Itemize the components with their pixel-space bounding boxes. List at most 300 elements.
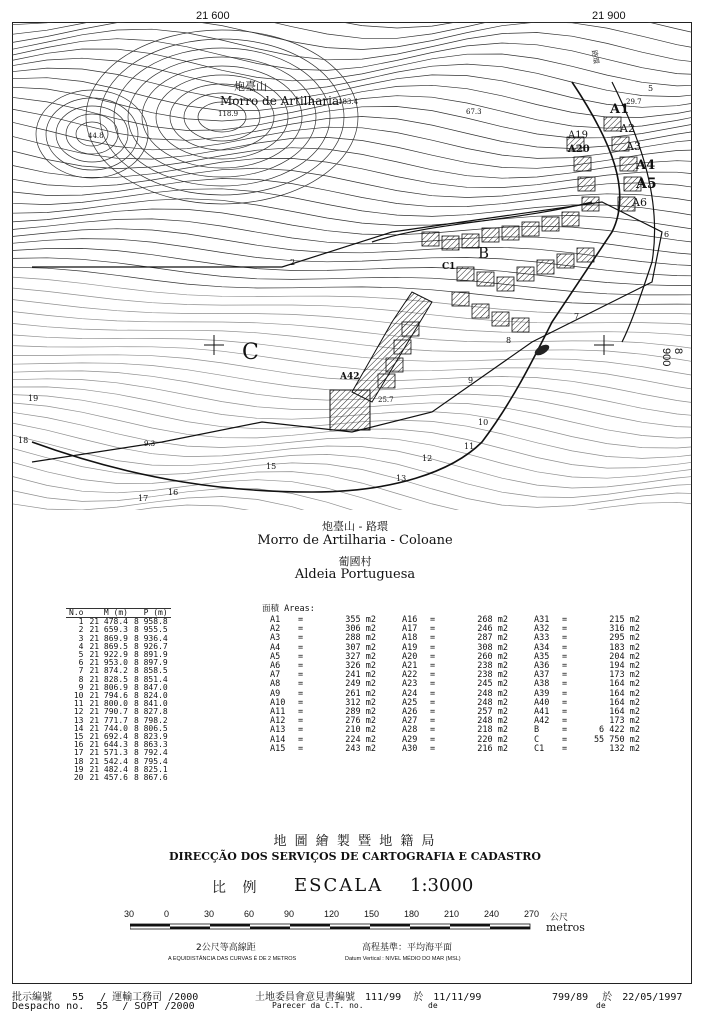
contour-line bbox=[12, 22, 692, 51]
area-row bbox=[402, 745, 508, 754]
contour-line bbox=[12, 312, 692, 352]
scale-segment bbox=[130, 924, 170, 927]
elevation-183: 183.4 bbox=[338, 98, 359, 106]
area-value: 224 m2 bbox=[345, 734, 376, 745]
coord-cell: 21 744.0 bbox=[89, 723, 128, 733]
area-lot: A25 bbox=[402, 697, 418, 708]
dispatch-label-cn: 批示編號 bbox=[12, 992, 52, 1003]
coord-cell: 8 891.9 bbox=[133, 650, 168, 660]
point-16: 16 bbox=[168, 488, 179, 497]
area-row bbox=[270, 745, 376, 754]
coord-cell: 18 bbox=[73, 756, 84, 766]
coord-cell: 21 542.4 bbox=[89, 756, 128, 766]
scale-segment bbox=[490, 927, 530, 930]
area-lot: A11 bbox=[270, 707, 286, 718]
hill-label-pt: Morro de Artilharia bbox=[220, 94, 340, 108]
area-equals: = bbox=[298, 624, 304, 635]
area-equals: = bbox=[298, 743, 304, 754]
area-equals: = bbox=[430, 725, 436, 736]
area-value: 248 m2 bbox=[477, 688, 508, 699]
area-value: 287 m2 bbox=[477, 633, 508, 644]
coord-cell: 8 936.4 bbox=[133, 633, 168, 643]
area-lot: A37 bbox=[534, 670, 550, 681]
area-value: 257 m2 bbox=[477, 707, 508, 718]
scale-segment bbox=[210, 924, 250, 927]
area-equals: = bbox=[430, 716, 436, 727]
coordinates-table bbox=[66, 608, 171, 782]
areas-column-1 bbox=[270, 616, 376, 754]
area-equals: = bbox=[562, 624, 568, 635]
area-equals: = bbox=[562, 651, 568, 662]
building-lot bbox=[604, 117, 621, 131]
point-6: 6 bbox=[664, 230, 670, 239]
scale-tick: 60 bbox=[244, 909, 255, 919]
topographic-map bbox=[12, 22, 692, 510]
elevation-25: 25.7 bbox=[378, 396, 394, 404]
coord-cell: 4 bbox=[78, 641, 84, 651]
opinion-at-cn: 於 bbox=[413, 992, 424, 1003]
building-lot bbox=[502, 226, 519, 240]
coord-cell: 9 bbox=[78, 682, 84, 692]
area-lot: A40 bbox=[534, 697, 550, 708]
scale-segment bbox=[290, 924, 330, 927]
coord-cell: 20 bbox=[73, 773, 84, 783]
coord-cell: 21 771.7 bbox=[89, 715, 128, 725]
coord-cell: 21 953.0 bbox=[89, 658, 128, 668]
area-equals: = bbox=[298, 651, 304, 662]
area-value: 243 m2 bbox=[345, 743, 376, 754]
grid-label-x-left: 21 600 bbox=[196, 10, 230, 22]
coord-cell: 15 bbox=[73, 732, 84, 742]
area-lot: A18 bbox=[402, 633, 418, 644]
point-2: 2 bbox=[290, 258, 296, 267]
coord-cell: 12 bbox=[73, 707, 84, 717]
lot-c1-label: C1 bbox=[442, 262, 456, 272]
area-equals: = bbox=[298, 615, 304, 625]
area-equals: = bbox=[430, 633, 436, 644]
building-lot bbox=[542, 217, 559, 231]
datum-pt: Datum Vertical : NIVEL MÉDIO DO MAR (MSL) bbox=[345, 956, 461, 962]
coord-cell: 8 841.0 bbox=[133, 699, 168, 709]
scale-tick: 270 bbox=[524, 909, 540, 919]
area-lot: A1 bbox=[270, 615, 281, 625]
area-equals: = bbox=[430, 697, 436, 708]
area-value: 194 m2 bbox=[609, 661, 640, 672]
area-lot: B bbox=[534, 725, 540, 736]
area-lot: C bbox=[534, 734, 540, 745]
area-value: 173 m2 bbox=[609, 670, 640, 681]
coord-cell: 6 bbox=[78, 658, 84, 668]
opinion-label-cn: 土地委員會意見書編號 bbox=[255, 992, 355, 1003]
agency-pt: DIRECÇÃO DOS SERVIÇOS DE CARTOGRAFIA E CADASTRO bbox=[168, 850, 541, 863]
area-lot: A17 bbox=[402, 624, 418, 635]
area-equals: = bbox=[298, 670, 304, 681]
scale-tick: 0 bbox=[164, 909, 170, 919]
area-value: 327 m2 bbox=[345, 651, 376, 662]
scale-ratio: 1:3000 bbox=[410, 875, 474, 896]
building-lot bbox=[517, 267, 534, 281]
point-18: 18 bbox=[18, 436, 29, 445]
agency-cn: 地 圖 繪 製 暨 地 籍 局 bbox=[273, 834, 437, 849]
area-value: 183 m2 bbox=[609, 642, 640, 653]
area-value: 306 m2 bbox=[345, 624, 376, 635]
subtitle-pt: Aldeia Portuguesa bbox=[294, 567, 416, 582]
area-value: 248 m2 bbox=[477, 716, 508, 727]
scale-segment bbox=[170, 927, 210, 930]
building-lot bbox=[574, 157, 591, 171]
contour-map-svg bbox=[12, 22, 692, 510]
area-lot: A22 bbox=[402, 670, 418, 681]
contour-line bbox=[12, 277, 692, 315]
point-13: 13 bbox=[396, 474, 407, 483]
point-17: 17 bbox=[138, 494, 149, 503]
coord-cell: 8 823.9 bbox=[133, 732, 168, 742]
area-lot: A5 bbox=[270, 651, 281, 662]
area-lot: A21 bbox=[402, 661, 418, 672]
area-value: 249 m2 bbox=[345, 679, 376, 690]
coord-cell: 8 795.4 bbox=[133, 756, 168, 766]
coord-cell: 21 869.5 bbox=[89, 641, 128, 651]
coord-cell: 21 794.6 bbox=[89, 691, 128, 701]
area-equals: = bbox=[562, 734, 568, 745]
area-lot: A38 bbox=[534, 679, 550, 690]
point-10: 10 bbox=[478, 418, 489, 427]
coord-cell: 8 827.8 bbox=[133, 707, 168, 717]
building-lot bbox=[562, 212, 579, 226]
coord-cell: 21 457.6 bbox=[89, 773, 128, 783]
subtitle-cn: 葡國村 bbox=[338, 555, 372, 568]
area-value: 220 m2 bbox=[477, 734, 508, 745]
areas-column-2 bbox=[402, 616, 508, 754]
elevation-9: 9.3 bbox=[144, 440, 156, 448]
area-equals: = bbox=[562, 670, 568, 681]
building-lot bbox=[402, 322, 419, 336]
area-equals: = bbox=[430, 707, 436, 718]
area-lot: A6 bbox=[270, 661, 281, 672]
area-equals: = bbox=[562, 725, 568, 736]
area-equals: = bbox=[430, 743, 436, 754]
area-lot: A33 bbox=[534, 633, 550, 644]
building-lot bbox=[497, 277, 514, 291]
area-lot: A24 bbox=[402, 688, 418, 699]
area-lot: A19 bbox=[402, 642, 418, 653]
area-lot: A32 bbox=[534, 624, 550, 635]
coord-cell: 21 571.3 bbox=[89, 748, 128, 758]
building-lot bbox=[582, 197, 599, 211]
area-lot: A28 bbox=[402, 725, 418, 736]
area-equals: = bbox=[430, 688, 436, 699]
coord-header-1: M (m) bbox=[86, 609, 131, 618]
opinion-date: 11/11/99 bbox=[433, 992, 482, 1003]
building-lot bbox=[442, 236, 459, 250]
area-equals: = bbox=[298, 633, 304, 644]
area-value: 289 m2 bbox=[345, 707, 376, 718]
building-lot bbox=[477, 272, 494, 286]
contour-line bbox=[12, 258, 692, 295]
area-lot: A29 bbox=[402, 734, 418, 745]
area-equals: = bbox=[562, 642, 568, 653]
area-lot: A12 bbox=[270, 716, 286, 727]
building-lot bbox=[452, 292, 469, 306]
area-lot: A42 bbox=[534, 716, 550, 727]
area-lot: A15 bbox=[270, 743, 286, 754]
point-19: 19 bbox=[28, 394, 39, 403]
building-lots bbox=[378, 117, 641, 388]
scale-tick: 30 bbox=[124, 909, 135, 919]
reference-number: 799/89 bbox=[552, 992, 589, 1003]
coord-cell: 8 824.0 bbox=[133, 691, 168, 701]
coord-cell: 3 bbox=[78, 633, 84, 643]
coord-cell: 17 bbox=[73, 748, 84, 758]
area-equals: = bbox=[562, 707, 568, 718]
lot-a4-label: A4 bbox=[636, 158, 656, 173]
grid-label-y-right: 8 900 bbox=[660, 348, 684, 367]
scale-label-pt: ESCALA bbox=[294, 875, 384, 896]
area-lot: A14 bbox=[270, 734, 286, 745]
coord-cell: 13 bbox=[73, 715, 84, 725]
area-equals: = bbox=[562, 661, 568, 672]
coord-cell: 8 958.8 bbox=[133, 617, 168, 627]
area-value: 260 m2 bbox=[477, 651, 508, 662]
area-value: 268 m2 bbox=[477, 615, 508, 625]
coord-cell: 8 806.5 bbox=[133, 723, 168, 733]
area-value: 55 750 m2 bbox=[593, 734, 640, 745]
area-value: 210 m2 bbox=[345, 725, 376, 736]
lot-a5-label: A5 bbox=[636, 176, 657, 192]
elevation-67: 67.3 bbox=[466, 108, 482, 116]
building-lot bbox=[620, 157, 637, 171]
scale-tick: 180 bbox=[404, 909, 420, 919]
elevation-29: 29.7 bbox=[626, 98, 642, 106]
contour-line bbox=[12, 267, 692, 304]
area-value: 312 m2 bbox=[345, 697, 376, 708]
lot-a42-label: A42 bbox=[340, 372, 360, 382]
area-value: 238 m2 bbox=[477, 670, 508, 681]
area-value: 288 m2 bbox=[345, 633, 376, 644]
coord-cell: 8 792.4 bbox=[133, 748, 168, 758]
coord-cell: 21 922.9 bbox=[89, 650, 128, 660]
table-row bbox=[66, 774, 171, 782]
coord-cell: 19 bbox=[73, 764, 84, 774]
building-lot bbox=[577, 248, 594, 262]
scale-bar bbox=[130, 921, 540, 933]
building-lot bbox=[578, 177, 595, 191]
coord-cell: 8 955.5 bbox=[133, 625, 168, 635]
coord-cell: 8 863.3 bbox=[133, 740, 168, 750]
coord-cell: 21 478.4 bbox=[89, 617, 128, 627]
elevation-118: 118.9 bbox=[218, 110, 239, 118]
scale-segment bbox=[370, 924, 410, 927]
area-lot: A26 bbox=[402, 707, 418, 718]
area-equals: = bbox=[562, 633, 568, 644]
area-value: 204 m2 bbox=[609, 651, 640, 662]
footer-reference bbox=[552, 988, 682, 1003]
lot-a1-label: A1 bbox=[610, 102, 630, 117]
area-equals: = bbox=[298, 725, 304, 736]
area-lot: A39 bbox=[534, 688, 550, 699]
scale-segment bbox=[410, 927, 450, 930]
hill-label-cn: 炮臺山 bbox=[234, 80, 267, 93]
area-value: 245 m2 bbox=[477, 679, 508, 690]
area-equals: = bbox=[430, 624, 436, 635]
area-value: 132 m2 bbox=[609, 743, 640, 754]
road-label: 路環 bbox=[589, 49, 601, 65]
area-equals: = bbox=[562, 615, 568, 625]
area-equals: = bbox=[298, 679, 304, 690]
area-value: 6 422 m2 bbox=[599, 725, 640, 736]
coord-cell: 5 bbox=[78, 650, 84, 660]
area-lot: A10 bbox=[270, 697, 286, 708]
area-value: 308 m2 bbox=[477, 642, 508, 653]
point-7: 7 bbox=[574, 312, 580, 321]
scale-unit-pt: metros bbox=[546, 921, 585, 934]
area-equals: = bbox=[562, 716, 568, 727]
building-lot bbox=[378, 374, 395, 388]
coord-cell: 10 bbox=[73, 691, 84, 701]
area-lot: A7 bbox=[270, 670, 281, 681]
area-equals: = bbox=[298, 716, 304, 727]
area-equals: = bbox=[298, 697, 304, 708]
scale-segment bbox=[250, 927, 290, 930]
coord-cell: 8 798.2 bbox=[133, 715, 168, 725]
area-value: 246 m2 bbox=[477, 624, 508, 635]
area-lot: A13 bbox=[270, 725, 286, 736]
area-value: 238 m2 bbox=[477, 661, 508, 672]
building-lot bbox=[492, 312, 509, 326]
area-row bbox=[534, 745, 640, 754]
coord-cell: 8 926.7 bbox=[133, 641, 168, 651]
coord-cell: 8 847.0 bbox=[133, 682, 168, 692]
point-5: 5 bbox=[648, 84, 654, 93]
dispatch-number: 55 bbox=[72, 992, 85, 1003]
grid-label-x-right: 21 900 bbox=[592, 10, 626, 22]
area-equals: = bbox=[430, 679, 436, 690]
hill-contours bbox=[36, 30, 358, 204]
dispatch-org-cn: / 運輸工務司 /2000 bbox=[100, 992, 199, 1003]
coord-cell: 16 bbox=[73, 740, 84, 750]
lot-a3-label: A3 bbox=[626, 140, 641, 153]
scale-tick: 120 bbox=[324, 909, 340, 919]
area-lot: A4 bbox=[270, 642, 281, 653]
area-value: 326 m2 bbox=[345, 661, 376, 672]
coord-cell: 7 bbox=[78, 666, 84, 676]
coord-cell: 8 851.4 bbox=[133, 674, 168, 684]
area-value: 216 m2 bbox=[477, 743, 508, 754]
scale-tick: 210 bbox=[444, 909, 460, 919]
area-lot: A8 bbox=[270, 679, 281, 690]
area-lot: A20 bbox=[402, 651, 418, 662]
area-lot: A16 bbox=[402, 615, 418, 625]
contour-line bbox=[12, 300, 692, 339]
opinion-label-pt: Parecer da C.T. no. bbox=[272, 1001, 364, 1010]
scale-label-cn: 比 例 bbox=[212, 880, 263, 896]
area-lot: A9 bbox=[270, 688, 281, 699]
contour-line bbox=[12, 462, 692, 510]
areas-list bbox=[262, 605, 662, 755]
dispatch-org-pt: / SOPT /2000 bbox=[122, 1001, 195, 1012]
lot-a19-label: A19 bbox=[568, 130, 588, 141]
area-lot: C1 bbox=[534, 743, 545, 754]
area-equals: = bbox=[430, 651, 436, 662]
coord-cell: 14 bbox=[73, 723, 84, 733]
area-equals: = bbox=[298, 661, 304, 672]
scale-segment bbox=[330, 927, 370, 930]
zone-b-label: B bbox=[478, 244, 490, 262]
area-equals: = bbox=[430, 734, 436, 745]
title-pt: Morro de Artilharia - Coloane bbox=[257, 533, 453, 548]
area-value: 248 m2 bbox=[477, 697, 508, 708]
building-lot bbox=[422, 232, 439, 246]
scale-tick: 90 bbox=[284, 909, 295, 919]
area-lot: A31 bbox=[534, 615, 550, 625]
point-12: 12 bbox=[422, 454, 433, 463]
areas-column-3 bbox=[534, 616, 640, 754]
area-value: 164 m2 bbox=[609, 707, 640, 718]
lot-a2-label: A2 bbox=[620, 122, 635, 135]
coord-cell: 8 858.5 bbox=[133, 666, 168, 676]
area-value: 218 m2 bbox=[477, 725, 508, 736]
opinion-number: 111/99 bbox=[365, 992, 402, 1003]
point-9: 9 bbox=[468, 376, 474, 385]
areas-heading: 面積 Areas: bbox=[262, 604, 315, 614]
area-lot: A36 bbox=[534, 661, 550, 672]
building-lot bbox=[462, 234, 479, 248]
area-equals: = bbox=[298, 734, 304, 745]
coord-cell: 8 867.6 bbox=[133, 773, 168, 783]
area-equals: = bbox=[298, 688, 304, 699]
scale-unit-cn: 公尺 bbox=[550, 913, 569, 923]
building-lot bbox=[457, 267, 474, 281]
area-value: 173 m2 bbox=[609, 716, 640, 727]
building-lot bbox=[394, 340, 411, 354]
area-value: 241 m2 bbox=[345, 670, 376, 681]
area-value: 307 m2 bbox=[345, 642, 376, 653]
point-8: 8 bbox=[506, 336, 512, 345]
coord-cell: 21 659.3 bbox=[89, 625, 128, 635]
area-value: 261 m2 bbox=[345, 688, 376, 699]
area-equals: = bbox=[430, 615, 436, 625]
area-value: 295 m2 bbox=[609, 633, 640, 644]
coord-cell: 21 828.5 bbox=[89, 674, 128, 684]
area-equals: = bbox=[562, 688, 568, 699]
building-lot bbox=[512, 318, 529, 332]
coord-cell: 8 825.1 bbox=[133, 764, 168, 774]
scale-tick: 240 bbox=[484, 909, 500, 919]
building-lot bbox=[386, 358, 403, 372]
coord-cell: 21 482.4 bbox=[89, 764, 128, 774]
coord-cell: 2 bbox=[78, 625, 84, 635]
area-equals: = bbox=[430, 661, 436, 672]
lot-a20-label: A20 bbox=[568, 144, 590, 155]
coord-cell: 21 644.3 bbox=[89, 740, 128, 750]
scale-tick: 30 bbox=[204, 909, 215, 919]
point-11: 11 bbox=[464, 442, 475, 451]
area-value: 164 m2 bbox=[609, 679, 640, 690]
title-cn: 炮臺山 - 路環 bbox=[322, 520, 388, 533]
reference-de: de bbox=[596, 1001, 606, 1010]
coord-header-0: N.o bbox=[66, 609, 86, 618]
coord-cell: 21 869.9 bbox=[89, 633, 128, 643]
area-lot: A35 bbox=[534, 651, 550, 662]
coord-cell: 21 806.9 bbox=[89, 682, 128, 692]
reference-date: 22/05/1997 bbox=[622, 992, 683, 1003]
zone-c-label: C bbox=[242, 340, 259, 365]
coord-cell: 21 692.4 bbox=[89, 732, 128, 742]
building-lot bbox=[557, 254, 574, 268]
area-equals: = bbox=[430, 670, 436, 681]
area-value: 355 m2 bbox=[345, 615, 376, 625]
area-equals: = bbox=[430, 642, 436, 653]
